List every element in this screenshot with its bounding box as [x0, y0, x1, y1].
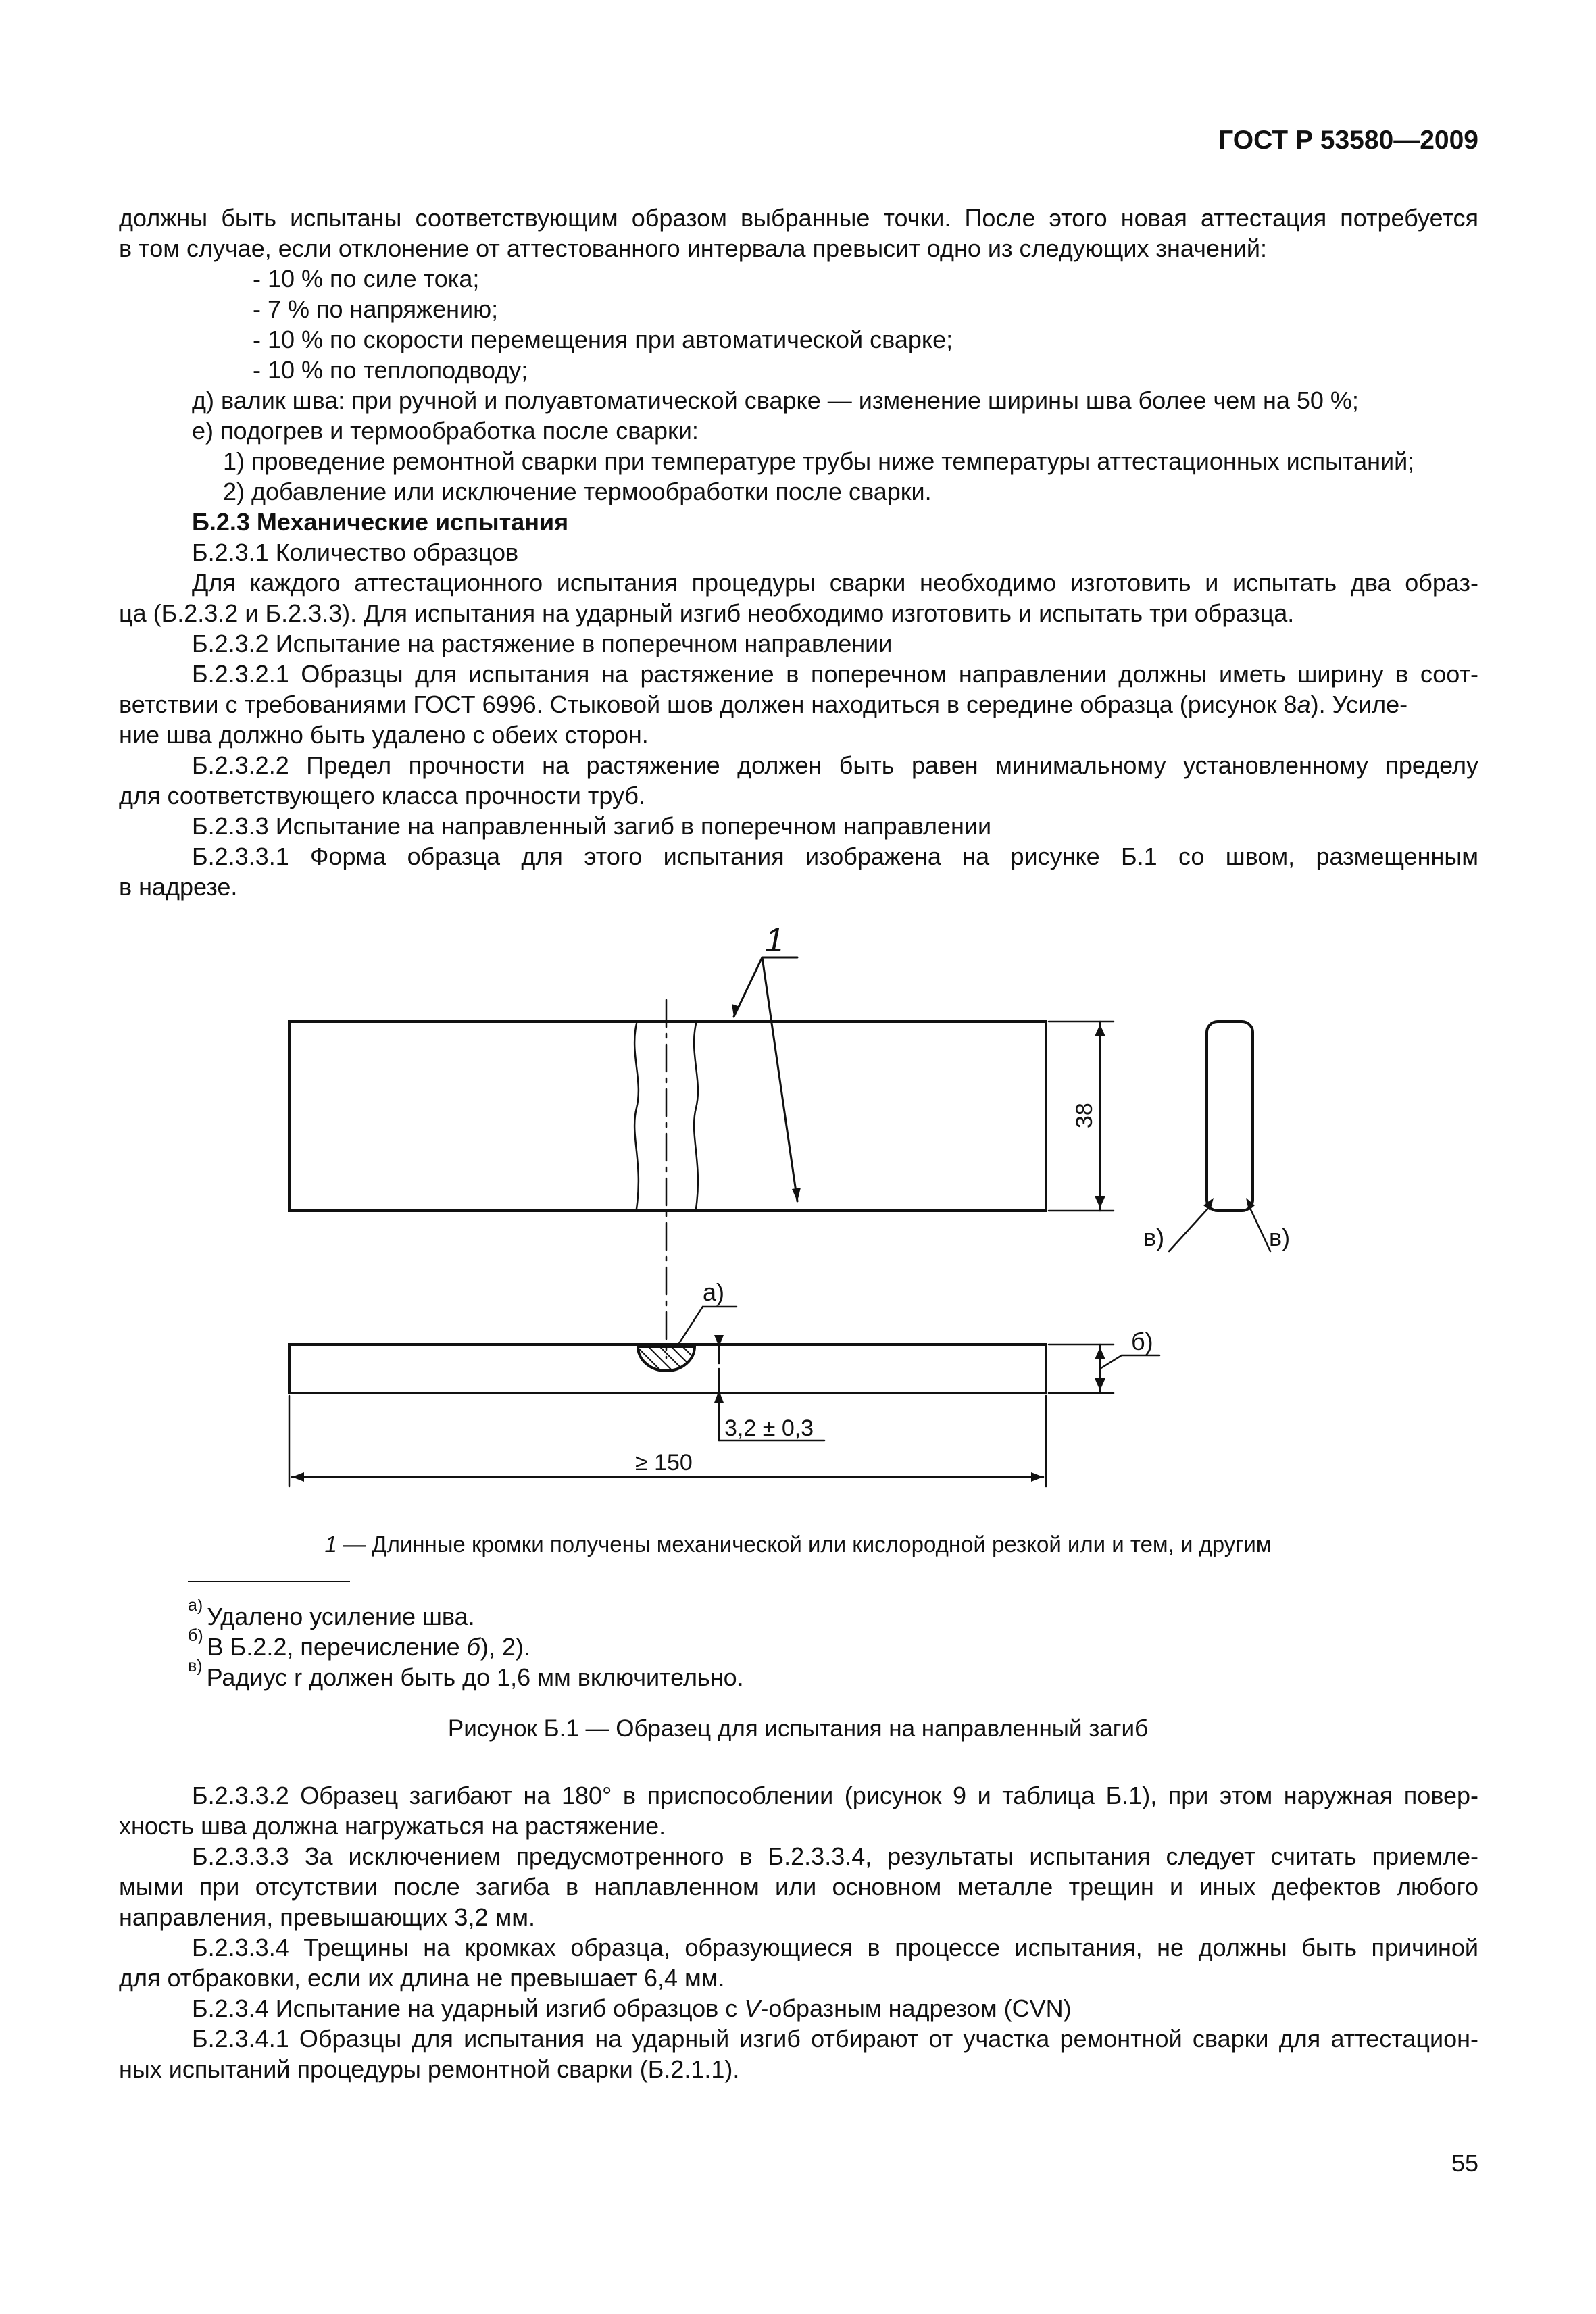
dimension-thickness: 3,2 ± 0,3	[724, 1415, 814, 1441]
text-line: Б.2.3.3.4 Трещины на кромках образца, образующиеся в процессе испытания, не должны быть причиной	[192, 1934, 1478, 1961]
text-line: ветствии с требованиями ГОСТ 6996. Стыковой шов должен находиться в середине образца (рисунок 8а). Усиле-	[119, 690, 1408, 718]
list-item: д) валик шва: при ручной и полуавтоматической сварке — изменение ширины шва более чем на 50 %;	[192, 386, 1359, 414]
text-line: ных испытаний процедуры ремонтной сварки (Б.2.1.1).	[119, 2055, 740, 2083]
dimension-length: ≥ 150	[635, 1450, 693, 1476]
list-item: 1) проведение ремонтной сварки при температуре трубы ниже температуры аттестационных испытаний;	[223, 447, 1415, 475]
text-line: Б.2.3.4.1 Образцы для испытания на ударный изгиб отбирают от участка ремонтной сварки для аттестацион-	[192, 2025, 1478, 2053]
text-line: ца (Б.2.3.2 и Б.2.3.3). Для испытания на ударный изгиб необходимо изготовить и испытать три образца.	[119, 599, 1295, 627]
document-number: ГОСТ Р 53580—2009	[1218, 126, 1478, 155]
figure-legend: 1 — Длинные кромки получены механической или кислородной резкой или и тем, и другим	[324, 1532, 1272, 1557]
list-item: 2) добавление или исключение термообработки после сварки.	[223, 478, 932, 505]
weld-notch	[638, 1347, 695, 1371]
footnote-divider	[188, 1581, 350, 1582]
footnote-a: $^{а)}$ Удалено усиление шва.	[188, 1596, 475, 1630]
text-line: в надрезе.	[119, 873, 238, 901]
text-line: ние шва должно быть удалено с обеих сторон.	[119, 721, 649, 749]
text-line: Б.2.3.3.3 За исключением предусмотренного в Б.2.3.3.4, результаты испытания следует считать приемле-	[192, 1842, 1478, 1870]
specimen-top-view	[289, 1022, 1046, 1211]
section-heading: Б.2.3 Механические испытания	[192, 508, 569, 536]
subsection-heading: Б.2.3.3 Испытание на направленный загиб в поперечном направлении	[192, 812, 992, 840]
note-v-left: в)	[1143, 1224, 1165, 1251]
weld-boundary-right	[694, 1024, 698, 1209]
list-item: е) подогрев и термообработка после сварки:	[192, 417, 699, 445]
text-line: должны быть испытаны соответствующим образом выбранные точки. После этого новая аттестация потребуется	[119, 204, 1478, 232]
text-line: мыми при отсутствии после загиба в наплавленном или основном металле трещин и иных дефектов любого	[119, 1873, 1478, 1901]
list-item: - 10 % по скорости перемещения при автоматической сварке;	[253, 326, 953, 353]
text-line: для отбраковки, если их длина не превышает 6,4 мм.	[119, 1964, 725, 1992]
text-line: в том случае, если отклонение от аттестованного интервала превысит одно из следующих значений:	[119, 234, 1267, 262]
note-b: б)	[1131, 1328, 1153, 1355]
list-item: - 10 % по силе тока;	[253, 265, 480, 293]
note-v-right: в)	[1269, 1224, 1291, 1251]
list-item: - 7 % по напряжению;	[253, 295, 499, 323]
footnote-b: $^{б)}$ В Б.2.2, перечисление б), 2).	[188, 1626, 530, 1661]
weld-boundary-left	[634, 1024, 639, 1209]
subsection-heading: Б.2.3.2 Испытание на растяжение в поперечном направлении	[192, 630, 893, 657]
specimen-side-view	[1207, 1022, 1253, 1211]
figure-label-1: 1	[765, 921, 784, 959]
text-line: для соответствующего класса прочности труб.	[119, 782, 646, 809]
text-line: Б.2.3.3.2 Образец загибают на 180° в приспособлении (рисунок 9 и таблица Б.1), при этом наружная повер-	[192, 1782, 1478, 1809]
figure-caption: Рисунок Б.1 — Образец для испытания на направленный загиб	[447, 1715, 1149, 1742]
footnote-v: $^{в)}$ Радиус r должен быть до 1,6 мм включительно.	[188, 1657, 744, 1691]
subsection-heading: Б.2.3.1 Количество образцов	[192, 538, 519, 566]
text-line: Б.2.3.2.1 Образцы для испытания на растяжение в поперечном направлении должны иметь ширину в соот-	[192, 660, 1478, 688]
page-number: 55	[1451, 2149, 1478, 2177]
text-line: Б.2.3.3.1 Форма образца для этого испытания изображена на рисунке Б.1 со швом, размещенным	[192, 842, 1478, 870]
dimension-38: 38	[1072, 1103, 1097, 1128]
text-line: направления, превышающих 3,2 мм.	[119, 1903, 535, 1931]
text-line: Для каждого аттестационного испытания процедуры сварки необходимо изготовить и испытать два образ-	[192, 569, 1478, 597]
specimen-edge-view	[289, 1344, 1046, 1393]
subsection-heading: Б.2.3.4 Испытание на ударный изгиб образцов с V-образным надрезом (CVN)	[192, 1994, 1072, 2022]
text-line: Б.2.3.2.2 Предел прочности на растяжение должен быть равен минимальному установленному пределу	[192, 751, 1478, 779]
list-item: - 10 % по теплоподводу;	[253, 356, 528, 384]
text-line: хность шва должна нагружаться на растяжение.	[119, 1812, 666, 1840]
note-a: а)	[703, 1278, 725, 1306]
